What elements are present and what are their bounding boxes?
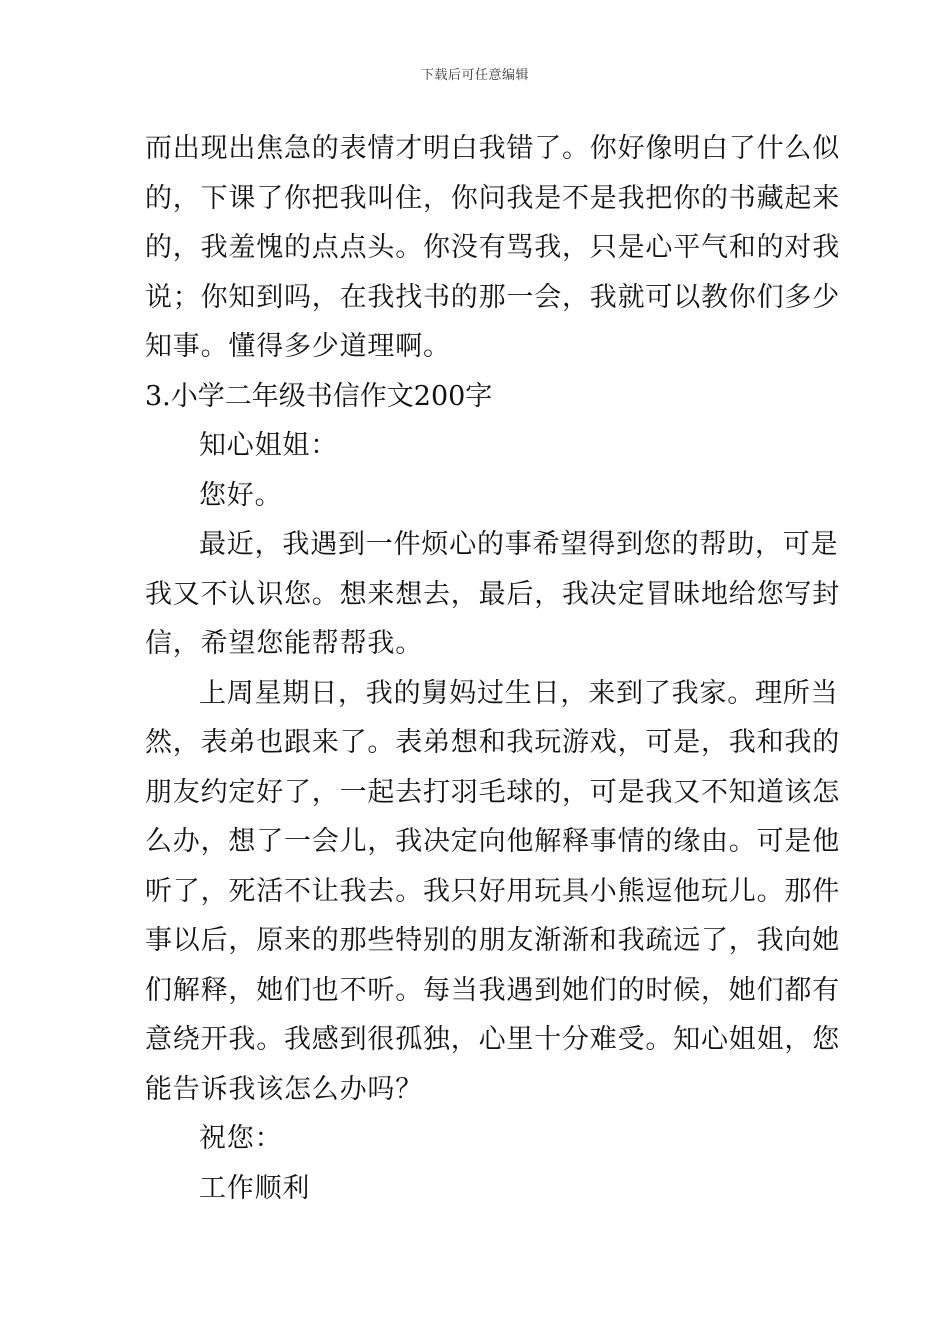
page-header: 下载后可任意编辑 [420, 68, 529, 83]
text-line: 的，下课了你把我叫住，你问我是不是我把你的书藏起来 [145, 182, 840, 214]
paragraph-first-line: 上周星期日，我的舅妈过生日，来到了我家。理所当 [199, 677, 839, 709]
letter-closing: 祝您： [199, 1123, 283, 1154]
text-line: 能告诉我该怎么办吗？ [145, 1073, 423, 1105]
text-line: 然，表弟也跟来了。表弟想和我玩游戏，可是，我和我的 [145, 727, 840, 758]
text-line: 事以后，原来的那些特别的朋友渐渐和我疏远了，我向她 [145, 925, 840, 956]
text-line: 我又不认识您。想来想去，最后，我决定冒昧地给您写封 [145, 578, 840, 610]
text-line: 而出现出焦急的表情才明白我错了。你好像明白了什么似 [145, 133, 840, 164]
text-line: 的，我羞愧的点点头。你没有骂我，只是心平气和的对我 [145, 232, 840, 263]
letter-closing-wish: 工作顺利 [199, 1172, 311, 1204]
paragraph-first-line: 最近，我遇到一件烦心的事希望得到您的帮助，可是 [199, 529, 839, 560]
document-body [145, 124, 840, 1213]
section-heading: 3.小学二年级书信作文200字 [145, 380, 493, 412]
text-line: 们解释，她们也不听。每当我遇到她们的时候，她们都有 [145, 974, 840, 1006]
text-line: 朋友约定好了，一起去打羽毛球的，可是我又不知道该怎 [145, 776, 840, 808]
text-line: 么办，想了一会儿，我决定向他解释事情的缘由。可是他 [145, 826, 840, 857]
letter-greeting: 您好。 [199, 479, 283, 511]
text-line: 知事。懂得多少道理啊。 [145, 331, 451, 362]
text-line: 听了，死活不让我去。我只好用玩具小熊逗他玩儿。那件 [145, 875, 840, 907]
text-line: 信，希望您能帮帮我。 [145, 628, 423, 659]
letter-salutation: 知心姐姐： [199, 430, 338, 461]
text-line: 意绕开我。我感到很孤独，心里十分难受。知心姐姐，您 [145, 1024, 840, 1055]
text-line: 说；你知到吗，在我找书的那一会，我就可以教你们多少 [145, 281, 840, 313]
